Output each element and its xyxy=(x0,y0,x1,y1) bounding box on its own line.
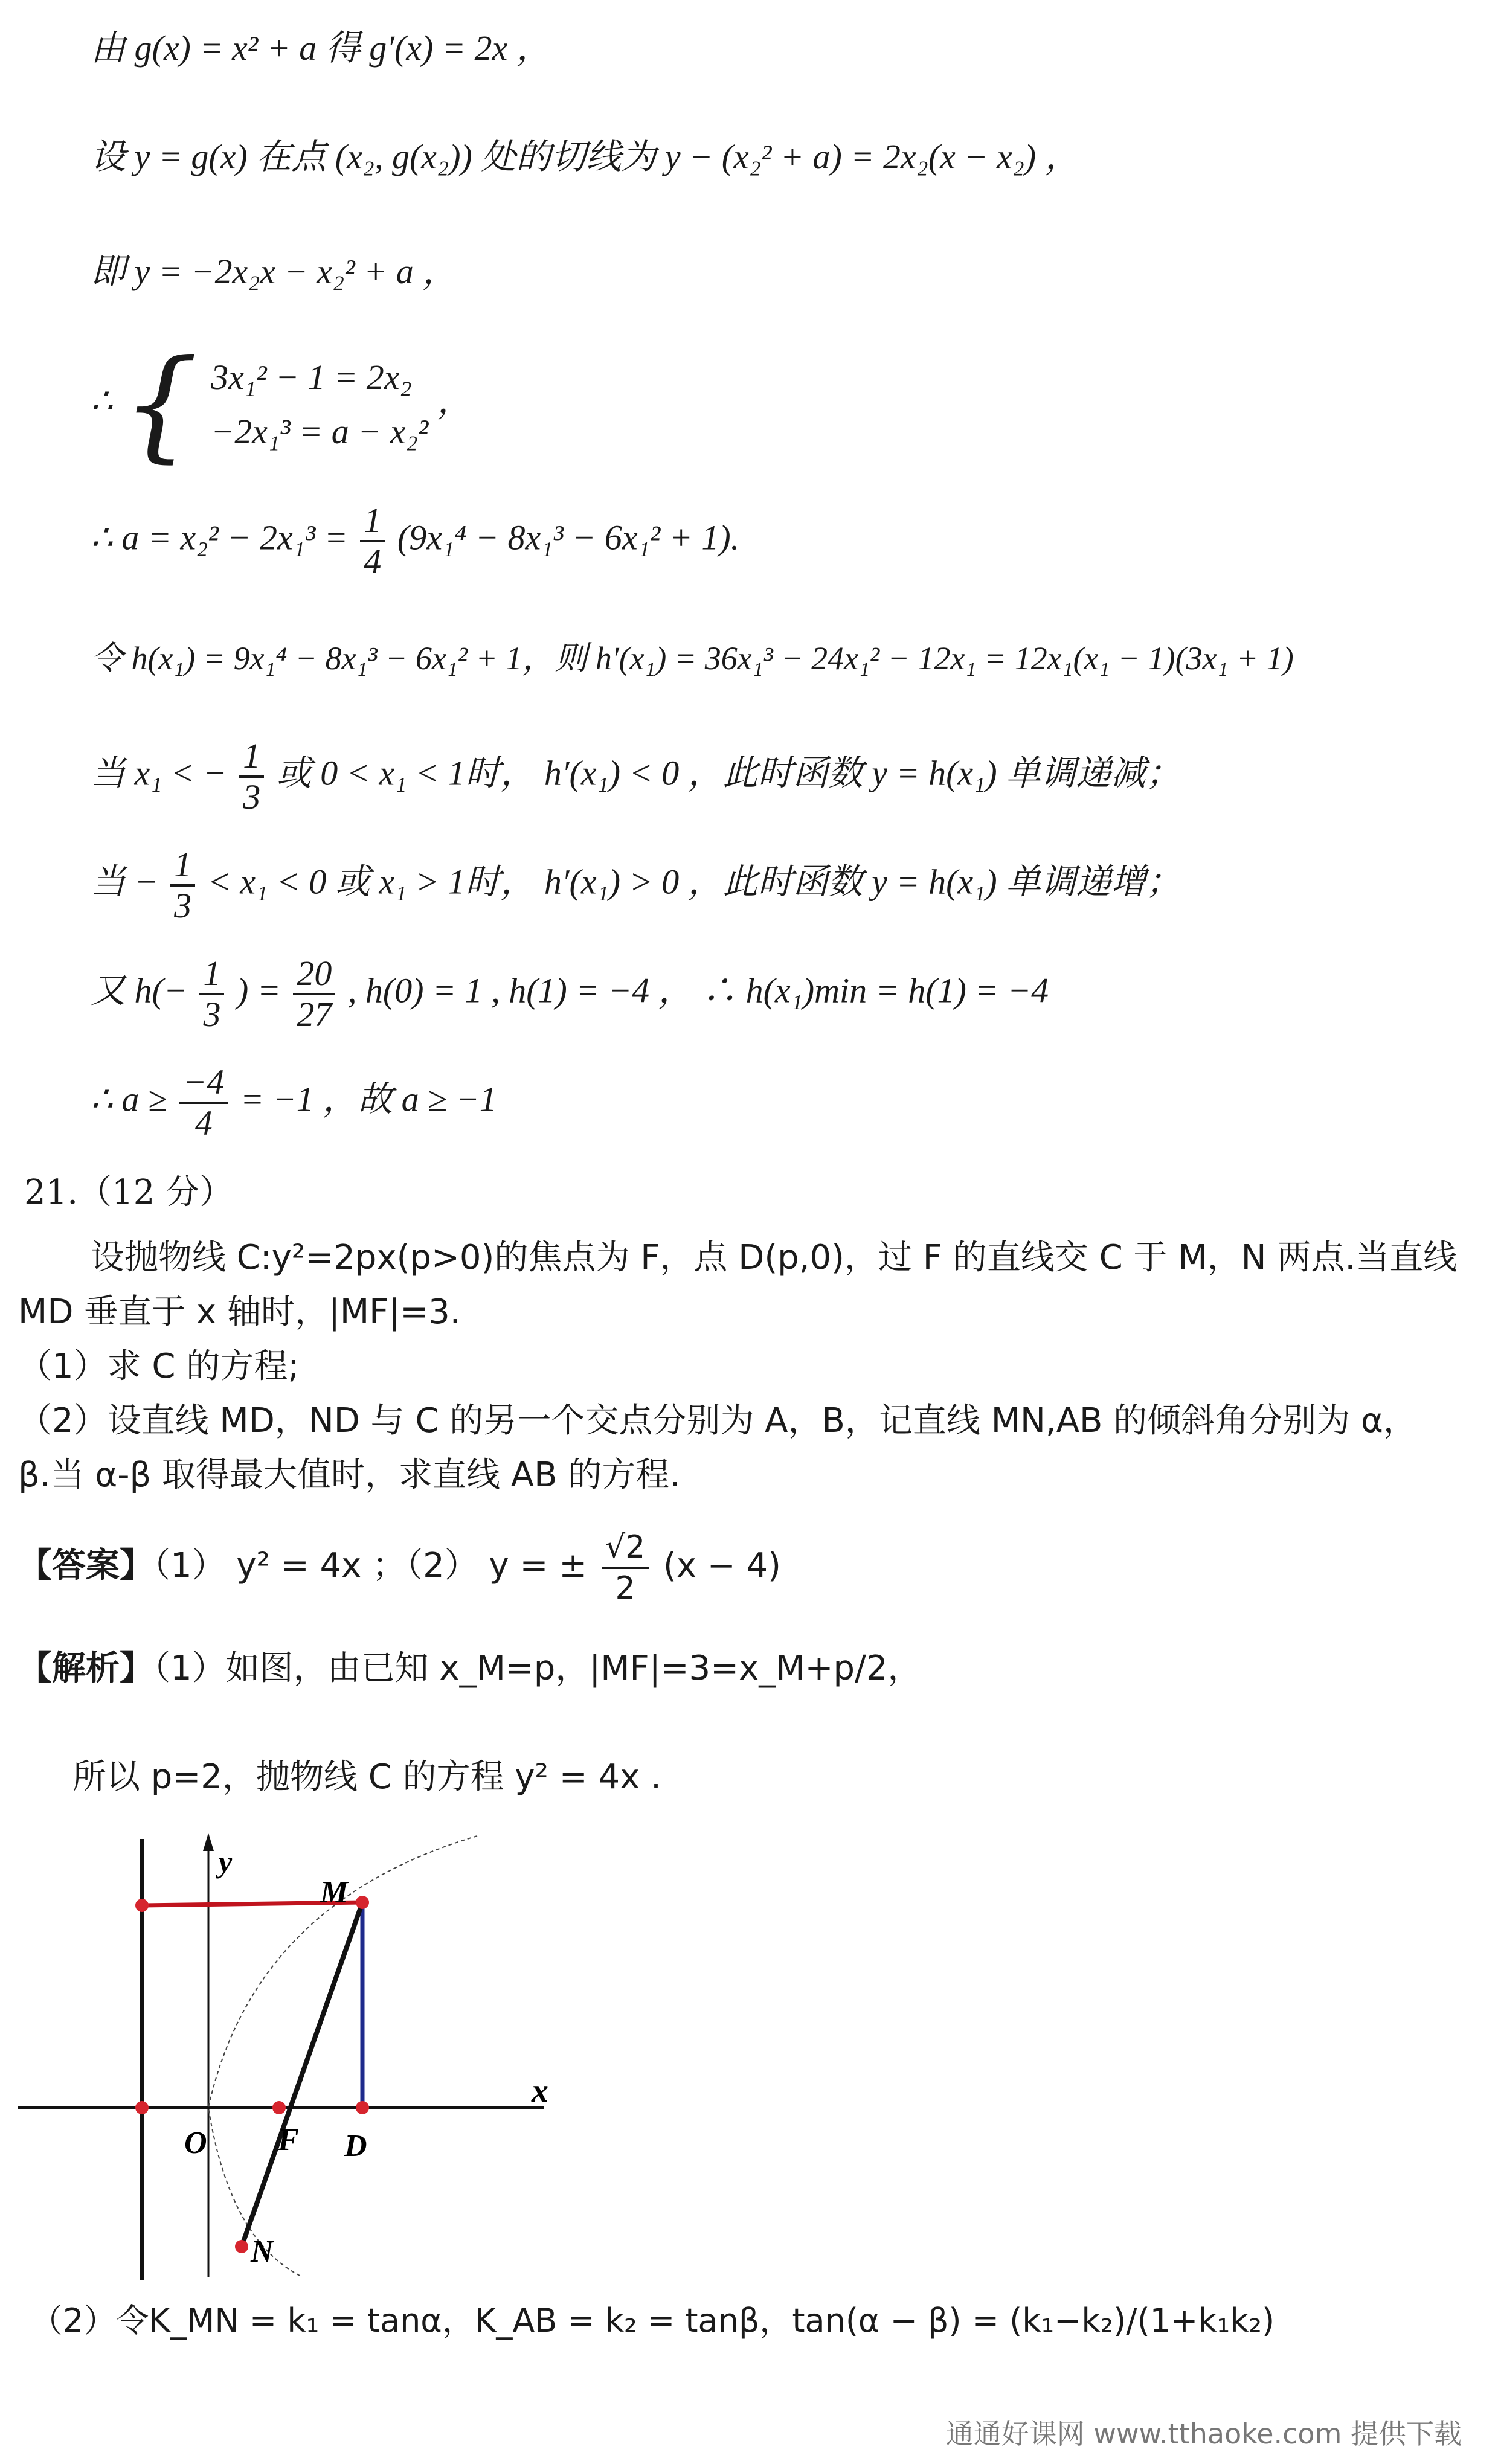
therefore-symbol: ∴ xyxy=(91,381,113,421)
label-F: F xyxy=(278,2123,299,2157)
fraction-sqrt2-2: $\frac{√2}{2}$ xyxy=(602,1528,649,1608)
fraction-1-3c: $\frac{1}{3}$ xyxy=(199,954,224,1034)
question-number: 21.（12 分） xyxy=(24,1173,234,1212)
question-part-2a: （2）设直线 MD，ND 与 C 的另一个交点分别为 A，B，记直线 MN,AB 的倾斜角分别为 α， xyxy=(18,1401,1417,1440)
question-text-1: 设抛物线 C:y²=2px(p>0)的焦点为 F，点 D(p,0)，过 F 的直线交 C 于 M，N 两点.当直线 xyxy=(91,1238,1458,1277)
label-N: N xyxy=(251,2235,274,2269)
equation-system: ∴ { 3x₁² − 1 = 2x₂ −2x₁³ = a − x₂² ， xyxy=(91,334,472,475)
answer-label: 【答案】 xyxy=(18,1546,153,1586)
analysis-line-2: 所以 p=2，抛物线 C 的方程 y² = 4x . xyxy=(72,1757,661,1797)
question-part-2b: β.当 α-β 取得最大值时，求直线 AB 的方程. xyxy=(18,1455,681,1495)
answer-part2-tail: (x − 4) xyxy=(663,1546,781,1586)
footer-watermark: 通通好课网 www.tthaoke.com 提供下载 xyxy=(945,2417,1462,2450)
label-O: O xyxy=(184,2126,207,2160)
solution-line-3: 即 y = −2x₂x − x₂² + a ， xyxy=(91,252,458,291)
system-line-2: −2x₁³ = a − x₂² xyxy=(211,412,429,451)
left-brace: { xyxy=(121,334,199,475)
solution-line-1: 由 g(x) = x² + a 得 g′(x) = 2x ， xyxy=(91,28,551,68)
a-expression-tail: (9x₁⁴ − 8x₁³ − 6x₁² + 1). xyxy=(397,518,740,557)
question-text-2: MD 垂直于 x 轴时，|MF|=3. xyxy=(18,1292,461,1332)
solution-line-decreasing: 当 x₁ < − $\frac{1}{3}$ 或 0 < x₁ < 1时， h′(x₁) < 0 ，此时函数 y = h(x₁) 单调递减； xyxy=(91,736,1181,817)
solution-line-2: 设 y = g(x) 在点 (x₂, g(x₂)) 处的切线为 y − (x₂² + a) = 2x₂(x − x₂) ， xyxy=(91,137,1080,176)
point-M xyxy=(356,1896,369,1909)
solution-line-h: 令 h(x₁) = 9x₁⁴ − 8x₁³ − 6x₁² + 1，则 h′(x₁) = 36x₁³ − 24x₁² − 12x₁ = 12x₁(x₁ − 1)(3x₁ + 1) xyxy=(91,640,1294,676)
point-F xyxy=(272,2101,286,2114)
label-y: y xyxy=(219,1845,233,1879)
solution-line-increasing: 当 − $\frac{1}{3}$ < x₁ < 0 或 x₁ > 1时， h′(x₁) > 0 ，此时函数 y = h(x₁) 单调递增； xyxy=(91,845,1181,925)
fraction-1-3b: $\frac{1}{3}$ xyxy=(170,845,195,925)
solution-line-conclusion: ∴ a ≥ $\frac{-4}{4}$ = −1 ，故 a ≥ −1 xyxy=(91,1062,497,1143)
point-directrix-axis xyxy=(135,2101,149,2114)
answer-part1: （1） y² = 4x ；（2） y = ± xyxy=(153,1546,588,1586)
fraction-20-27: $\frac{20}{27}$ xyxy=(293,954,335,1034)
solution-line-a xyxy=(91,501,739,581)
point-D xyxy=(356,2101,369,2114)
parabola-figure xyxy=(0,1818,574,2289)
system-line-1: 3x₁² − 1 = 2x₂ xyxy=(211,358,412,397)
label-x: x xyxy=(532,2072,548,2109)
point-N xyxy=(235,2240,248,2253)
fraction-neg4-4: $\frac{-4}{4}$ xyxy=(179,1063,228,1143)
part2-line: （2）令K_MN = k₁ = tanα，K_AB = k₂ = tanβ，tan(α − β) = (k₁−k₂)/(1+k₁k₂) xyxy=(30,2302,1275,2340)
label-M: M xyxy=(320,1875,349,1910)
line-MN xyxy=(242,1902,362,2247)
fraction-1-3: $\frac{1}{3}$ xyxy=(239,737,264,817)
analysis-text: （1）如图，由已知 x_M=p，|MF|=3=x_M+p/2， xyxy=(153,1649,922,1688)
answer-line xyxy=(18,1528,781,1608)
point-directrix-top xyxy=(135,1899,149,1912)
fraction-1-4: $\frac{1}{4}$ xyxy=(360,501,385,581)
y-axis-arrow xyxy=(203,1833,214,1851)
system-lines xyxy=(211,350,428,459)
analysis-label: 【解析】 xyxy=(18,1649,153,1688)
analysis-line xyxy=(18,1643,922,1695)
question-part-1: （1）求 C 的方程; xyxy=(18,1347,300,1386)
solution-line-values: 又 h(− $\frac{1}{3}$ ) = $\frac{20}{27}$ , h(0) = 1 , h(1) = −4 ， ∴ h(x₁)min = h(1) = −4 xyxy=(91,954,1049,1034)
a-expression: ∴ a = x₂² − 2x₁³ = xyxy=(91,518,357,557)
label-D: D xyxy=(344,2129,367,2163)
